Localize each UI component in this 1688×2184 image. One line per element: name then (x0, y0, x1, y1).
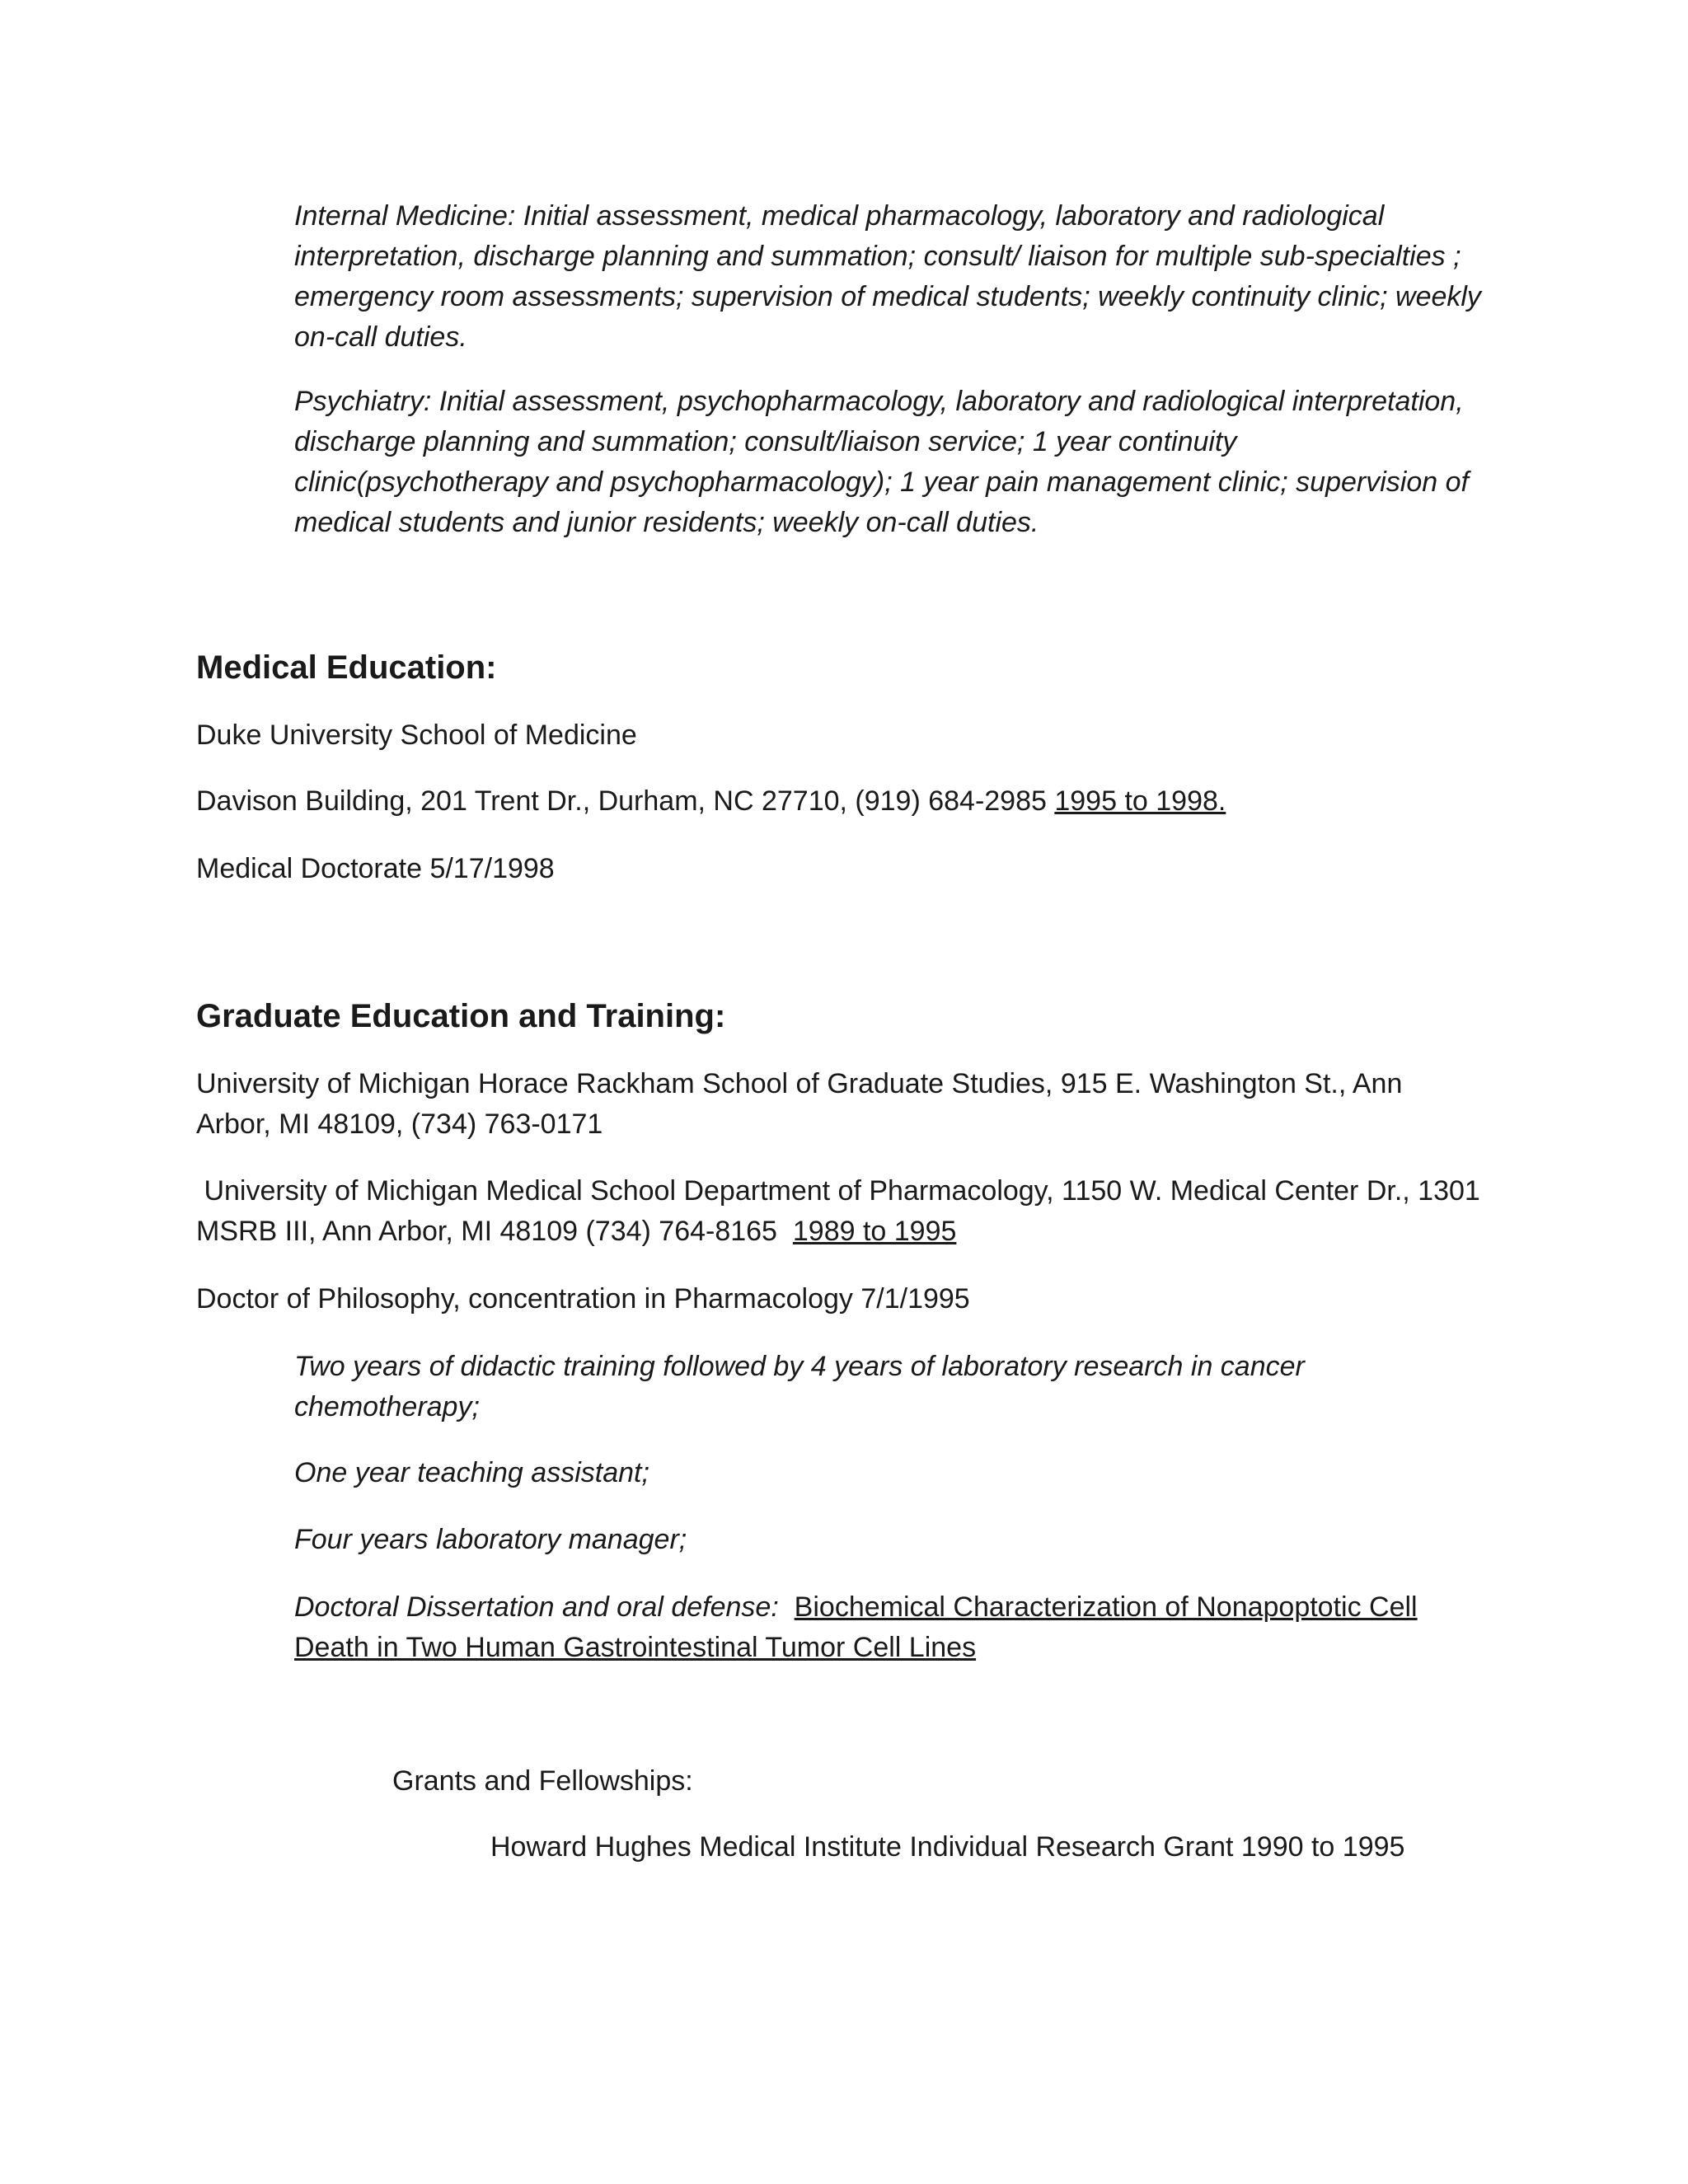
graduate-degree: Doctor of Philosophy, concentration in Pharmacology 7/1/1995 (196, 1283, 970, 1315)
internal-medicine-description: Internal Medicine: Initial assessment, medical pharmacology, laboratory and radiological interpretation, discharge planning and summation; consult/ liaison for multiple sub-specialties ; emergency room assessments; supervision of medical students; weekly continuity clinic; weekly on-call duties. (294, 200, 1481, 353)
grants-heading: Grants and Fellowships: (392, 1765, 693, 1797)
graduate-detail-teaching: One year teaching assistant; (294, 1457, 649, 1488)
dissertation-label: Doctoral Dissertation and oral defense: (294, 1591, 779, 1623)
medical-education-heading: Medical Education: (196, 649, 497, 686)
psychiatry-description: Psychiatry: Initial assessment, psychopharmacology, laboratory and radiological interpretation, discharge planning and summation; consult/liaison service; 1 year continuity clinic(psychotherapy and psychopharmacology); 1 year pain management clinic; supervision of medical students and junior residents; weekly on-call duties. (294, 386, 1469, 538)
graduate-department: University of Michigan Medical School Department of Pharmacology, 1150 W. Medical Center Dr., 1301 MSRB III, Ann Arbor, MI 48109 (734) 764-8165 (196, 1175, 1480, 1247)
medical-school-name: Duke University School of Medicine (196, 719, 637, 751)
medical-school-address: Davison Building, 201 Trent Dr., Durham, NC 27710, (919) 684-2985 (196, 785, 1047, 817)
graduate-school: University of Michigan Horace Rackham School of Graduate Studies, 915 E. Washington St., Ann Arbor, MI 48109, (734) 763-0171 (196, 1068, 1403, 1140)
graduate-dates: 1989 to 1995 (792, 1216, 957, 1247)
graduate-detail-training: Two years of didactic training followed by 4 years of laboratory research in cancer chemotherapy; (294, 1351, 1305, 1422)
medical-school-dates: 1995 to 1998. (1054, 785, 1226, 817)
graduate-department-line (196, 1171, 1482, 1252)
graduate-detail-manager: Four years laboratory manager; (294, 1524, 687, 1555)
dissertation (294, 1587, 1481, 1668)
medical-degree: Medical Doctorate 5/17/1998 (196, 853, 555, 884)
dissertation-title: Biochemical Characterization of Nonapoptotic Cell Death in Two Human Gastrointestinal Tumor Cell Lines (294, 1591, 1418, 1663)
graduate-education-heading: Graduate Education and Training: (196, 998, 726, 1034)
grant-item: Howard Hughes Medical Institute Individual Research Grant 1990 to 1995 (490, 1831, 1405, 1863)
medical-school-address-line (196, 781, 1482, 822)
